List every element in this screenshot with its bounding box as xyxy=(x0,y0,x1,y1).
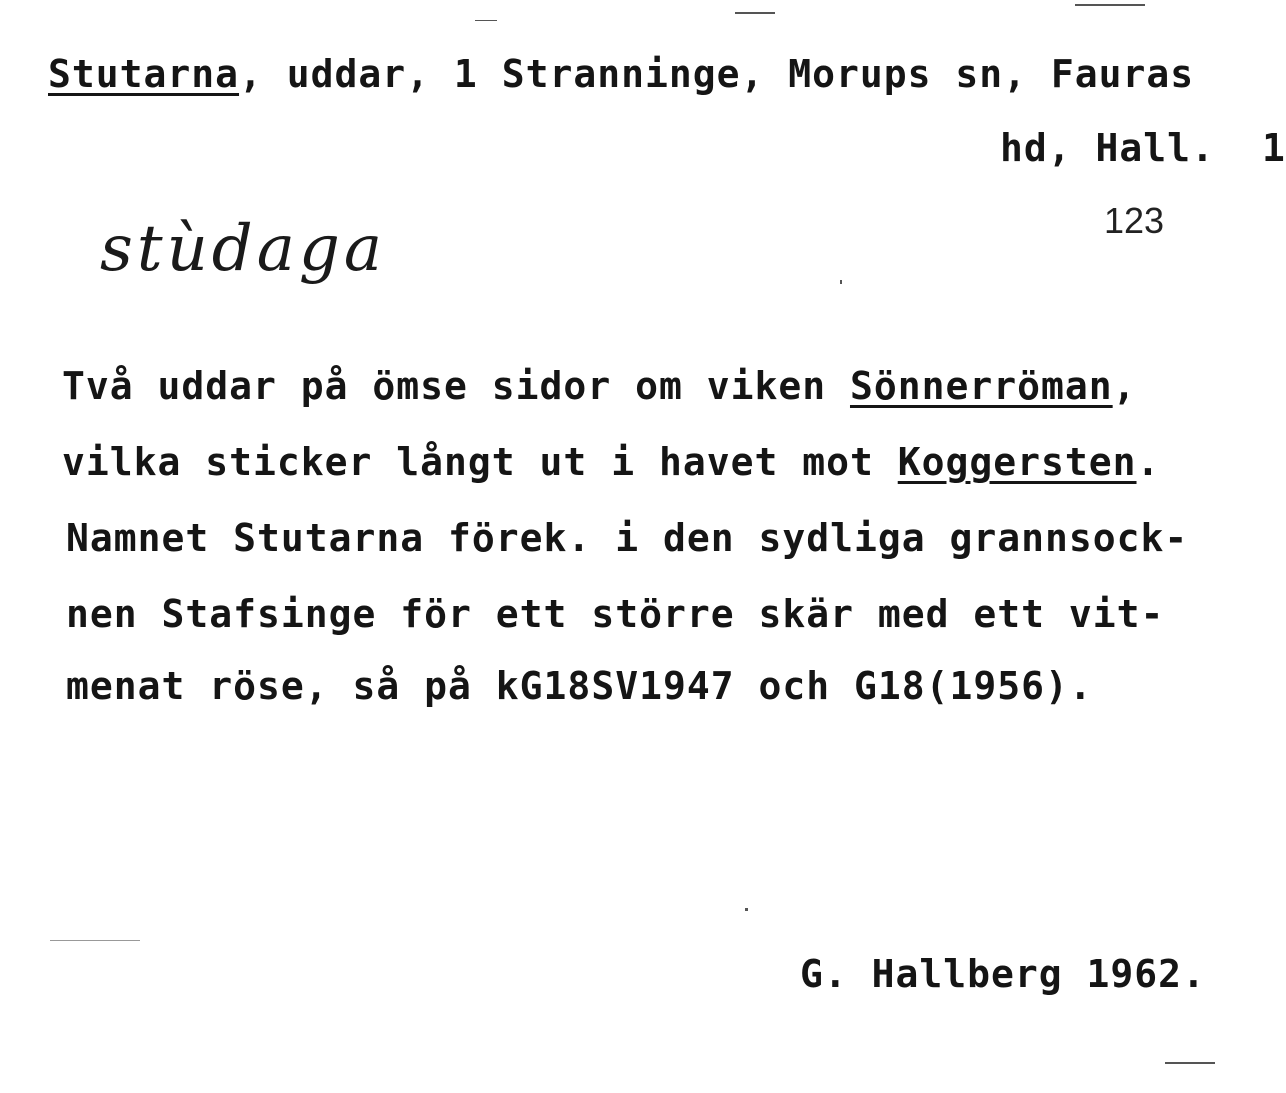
scan-speck xyxy=(735,12,775,14)
body-line-1-text: Två uddar på ömse sidor om viken xyxy=(62,364,850,408)
body-line-1 xyxy=(62,364,1137,408)
place-name: Stutarna xyxy=(48,52,240,96)
body-line-1-punct: , xyxy=(1112,364,1137,408)
scan-speck xyxy=(50,940,140,941)
body-line-3: Namnet Stutarna förek. i den sydliga grannsock- xyxy=(66,516,1189,560)
scan-speck xyxy=(1075,4,1145,6)
place-ref-koggersten: Koggersten xyxy=(897,440,1137,484)
scan-speck xyxy=(1165,1062,1215,1064)
body-line-5: menat röse, så på kG18SV1947 och G18(1956). xyxy=(66,664,1093,708)
handwritten-pronunciation: stùdaga xyxy=(100,212,387,286)
scan-speck xyxy=(840,280,842,284)
edge-character: 1 xyxy=(1262,126,1286,170)
signature: G. Hallberg 1962. xyxy=(800,952,1206,996)
header-line-2: hd, Hall. xyxy=(1000,126,1215,170)
header-line-1 xyxy=(48,52,1194,96)
body-line-2-text: vilka sticker långt ut i havet mot xyxy=(62,440,898,484)
body-line-2 xyxy=(62,440,1160,484)
body-line-2-punct: . xyxy=(1136,440,1161,484)
place-ref-sonnerroman: Sönnerröman xyxy=(849,364,1113,408)
scan-speck xyxy=(745,908,748,911)
scan-speck xyxy=(475,20,497,21)
body-line-4: nen Stafsinge för ett större skär med ett vit- xyxy=(66,592,1165,636)
place-description: , uddar, 1 Stranninge, Morups sn, Fauras xyxy=(239,52,1195,96)
card-number: 123 xyxy=(1104,200,1165,241)
